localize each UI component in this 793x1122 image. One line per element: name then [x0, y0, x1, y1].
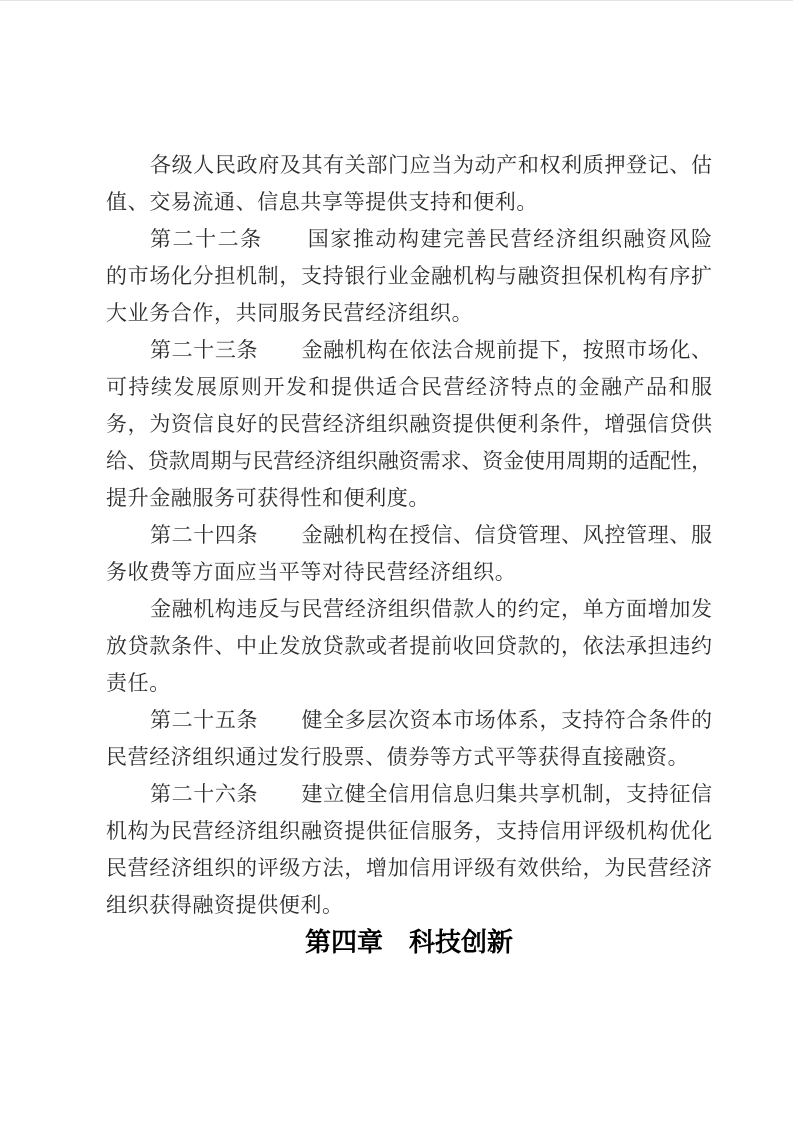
paragraph-line: 务收费等方面应当平等对待民营经济组织。 [106, 560, 517, 584]
paragraph-line: 责任。 [106, 671, 171, 695]
article-23-paragraph [106, 332, 712, 517]
paragraph-line: 值、交易流通、信息共享等提供支持和便利。 [106, 190, 538, 214]
paragraph-line: 给、贷款周期与民营经济组织融资需求、资金使用周期的适配性， [106, 449, 712, 473]
paragraph-line: 民营经济组织的评级方法，增加信用评级有效供给，为民营经济 [106, 856, 712, 880]
paragraph-line: 的市场化分担机制，支持银行业金融机构与融资担保机构有序扩 [106, 264, 712, 288]
chapter-4-heading: 第四章 科技创新 [304, 927, 513, 957]
paragraph-line: 务，为资信良好的民营经济组织融资提供便利条件，增强信贷供 [106, 412, 712, 436]
article-26-paragraph [106, 776, 712, 924]
page-top-edge [0, 0, 793, 1]
article-22-paragraph [106, 221, 712, 332]
article-first-line: 第二十六条 建立健全信用信息归集共享机制，支持征信 [150, 782, 712, 806]
paragraph-line: 大业务合作，共同服务民营经济组织。 [106, 301, 474, 325]
paragraph-line: 可持续发展原则开发和提供适合民营经济特点的金融产品和服 [106, 375, 712, 399]
article-first-line: 第二十二条 国家推动构建完善民营经济组织融资风险 [150, 227, 712, 251]
article-first-line: 第二十四条 金融机构在授信、信贷管理、风控管理、服 [150, 523, 712, 547]
document-text-block [106, 147, 712, 961]
paragraph-registration-support [106, 147, 712, 221]
paragraph-line: 机构为民营经济组织融资提供征信服务，支持信用评级机构优化 [106, 819, 712, 843]
paragraph-line: 放贷款条件、中止发放贷款或者提前收回贷款的，依法承担违约 [106, 634, 712, 658]
article-25-paragraph [106, 702, 712, 776]
paragraph-line: 各级人民政府及其有关部门应当为动产和权利质押登记、估 [150, 153, 712, 177]
article-first-line: 第二十三条 金融机构在依法合规前提下，按照市场化、 [150, 338, 712, 362]
paragraph-line: 组织获得融资提供便利。 [106, 893, 344, 917]
article-24-breach-paragraph [106, 591, 712, 702]
paragraph-line: 民营经济组织通过发行股票、债券等方式平等获得直接融资。 [106, 745, 690, 769]
paragraph-line: 金融机构违反与民营经济组织借款人的约定，单方面增加发 [150, 597, 712, 621]
paragraph-line: 提升金融服务可获得性和便利度。 [106, 486, 430, 510]
article-first-line: 第二十五条 健全多层次资本市场体系，支持符合条件的 [150, 708, 712, 732]
article-24-paragraph [106, 517, 712, 591]
